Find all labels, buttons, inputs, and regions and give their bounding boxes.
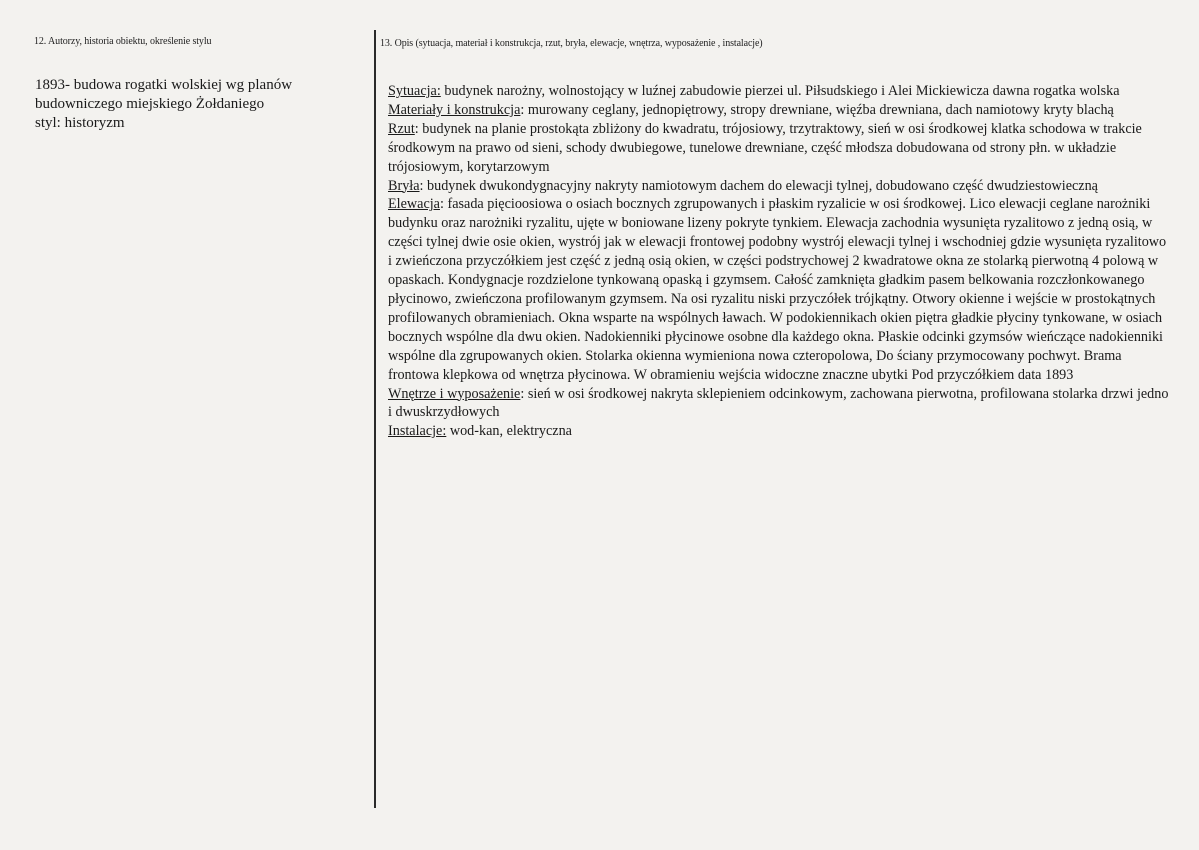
- section-massing: [388, 177, 1170, 196]
- label-elevation: Elewacja: [388, 196, 440, 213]
- label-massing: Bryła: [388, 177, 420, 194]
- column-divider: [374, 30, 376, 808]
- section-interior: [388, 385, 1170, 423]
- label-situation: Sytuacja:: [388, 83, 441, 99]
- text-situation: budynek narożny, wolnostojący w luźnej zabudowie pierzei ul. Piłsudskiego i Alei Mickiewicza dawna rogatka wolska: [440, 83, 1120, 99]
- text-massing: : budynek dwukondygnacyjny nakryty namiotowym dachem do elewacji tylnej, dobudowano część dwudziestowieczną: [419, 177, 1098, 194]
- description-body: [388, 82, 1170, 441]
- section-installations: [388, 422, 1170, 441]
- section-elevation: [388, 195, 1170, 384]
- section-plan: [388, 120, 1170, 177]
- section-13-header: 13. Opis (sytuacja, materiał i konstrukcja, rzut, bryła, elewacje, wnętrza, wyposażenie , instalacje): [380, 38, 763, 49]
- label-plan: Rzut: [388, 120, 415, 137]
- section-12: [34, 36, 364, 133]
- text-interior: : sień w osi środkowej nakryta sklepieniem odcinkowym, zachowana pierwotna, profilowana stolarka drzwi jedno i dwuskrzydłowych: [388, 385, 1169, 421]
- label-materials: Materiały i konstrukcja: [388, 101, 521, 118]
- text-installations: wod-kan, elektryczna: [446, 423, 572, 440]
- text-materials: : murowany ceglany, jednopiętrowy, stropy drewniane, więźba drewniana, dach namiotowy kryty blachą: [520, 101, 1114, 118]
- text-elevation: : fasada pięcioosiowa o osiach bocznych zgrupowanych i płaskim ryzalicie w osi środkowej. Lico elewacji ceglane narożniki budynku oraz narożniki ryzalitu, ujęte w boniowane lizeny pokryte tynkiem. Elewacja zachodnia wysunięta ryzalitowo z jedną osią, w części tylnej dwie osie okien, wystrój jak w elewacji frontowej podobny wystrój elewacji tylnej i wschodniej gdzie wysunięta ryzalitowo i zwieńczona przyczółkiem jest część z jedną osią okien, w części podstrychowej 2 kwadratowe okna ze stolarką pierwotną 4 polową w opaskach. Kondygnacje rozdzielone tynkowaną opaską i gzymsem. Całość zamknięta gładkim pasem belkowania rozczłonkowanego płycinowo, zwieńczona profilowanym gzymsem. Na osi ryzalitu niski przyczółek trójkątny. Otwory okienne i wejście w prostokątnych profilowanych obramieniach. Okna wsparte na wspólnych ławach. W podokiennikach okien piętra gładkie płyciny tynkowane, w osiach bocznych wspólne dla dwu okien. Nadokienniki płycinowe osobne dla każdego okna. Płaskie odcinki gzymsów wieńczące nadokienniki wspólne dla zgrupowanych okien. Stolarka okienna wymieniona nowa czteropolowa, Do ściany przymocowany pochwyt. Brama frontowa klepkowa od wnętrza płycinowa. W obramieniu wejścia widoczne znaczne ubytki Pod przyczółkiem data 1893: [388, 196, 1167, 383]
- section-12-header: 12. Autorzy, historia obiektu, określenie stylu: [34, 36, 212, 47]
- section-13: [380, 38, 1170, 441]
- label-interior: Wnętrze i wyposażenie: [388, 385, 521, 402]
- text-plan: : budynek na planie prostokąta zbliżony do kwadratu, trójosiowy, trzytraktowy, sień w osi środkowej klatka schodowa w trakcie środkowym na prawo od sieni, schody dwubiegowe, tunelowe drewniane, część młodsza dobudowana od strony płn. w układzie trójosiowym, korytarzowym: [388, 120, 1142, 175]
- section-situation: [388, 82, 1170, 101]
- section-materials: [388, 101, 1170, 120]
- authors-history-style-text: 1893- budowa rogatki wolskiej wg planów budowniczego miejskiego Żołdaniego styl: historyzm: [35, 77, 293, 131]
- label-installations: Instalacje:: [388, 423, 447, 440]
